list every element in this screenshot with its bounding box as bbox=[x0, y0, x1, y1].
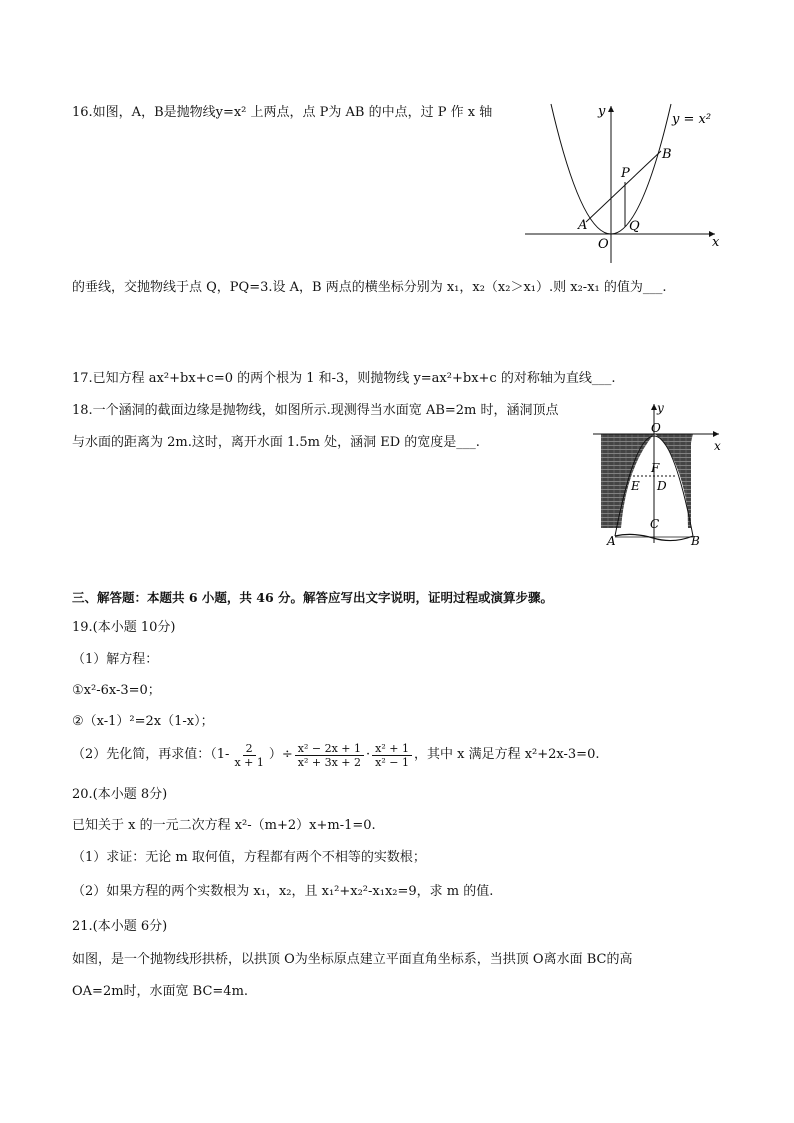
q19-fraction-1-num: 2 bbox=[243, 742, 256, 756]
q19-part2-mid2: · bbox=[366, 747, 371, 762]
q19-part2 bbox=[72, 740, 599, 770]
q20-stem: 已知关于 x 的一元二次方程 x²-（m+2）x+m-1=0. bbox=[72, 818, 376, 833]
q21-head: 21.(本小题 6分) bbox=[72, 919, 168, 934]
q16-y-label: y bbox=[598, 104, 606, 119]
q16-origin-O: O bbox=[598, 237, 609, 252]
q16-x-label: x bbox=[712, 235, 720, 250]
q19-head: 19.(本小题 10分) bbox=[72, 620, 176, 635]
q19-fraction-3 bbox=[372, 742, 412, 769]
q19-fraction-1-den: x + 1 bbox=[234, 755, 264, 769]
q20-part1: （1）求证：无论 m 取何值，方程都有两个不相等的实数根； bbox=[72, 850, 426, 865]
q19-part2-suffix: ，其中 x 满足方程 x²+2x-3=0. bbox=[413, 747, 600, 762]
q16-point-A: A bbox=[578, 218, 588, 233]
q16-text-line2: 的垂线，交抛物线于点 Q，PQ=3.设 A，B 两点的横坐标分别为 x₁，x₂（x₂＞x₁）.则 x₂-x₁ 的值为___. bbox=[72, 280, 667, 295]
q18-y-label: y bbox=[657, 401, 664, 415]
q16-segment-AB bbox=[586, 151, 661, 222]
q16-text-line1: 16.如图，A，B是抛物线y=x² 上两点，点 P为 AB 的中点，过 P 作 x 轴 bbox=[72, 105, 493, 120]
q19-fraction-1 bbox=[231, 742, 266, 769]
q19-fraction-3-den: x² − 1 bbox=[375, 755, 409, 769]
q18-point-A: A bbox=[607, 534, 616, 548]
q16-parabola-figure bbox=[520, 98, 725, 268]
q18-x-label: x bbox=[714, 439, 721, 453]
q18-point-D: D bbox=[657, 479, 667, 493]
q18-culvert-figure bbox=[593, 398, 728, 550]
q19-fraction-3-num: x² + 1 bbox=[372, 742, 412, 756]
q19-part2-mid1: ）÷ bbox=[268, 747, 293, 762]
q19-fraction-2-den: x² + 3x + 2 bbox=[297, 755, 361, 769]
q21-line1: 如图，是一个抛物线形拱桥，以拱顶 O为坐标原点建立平面直角坐标系，当拱顶 O离水面 BC的高 bbox=[72, 952, 633, 967]
q20-part2: （2）如果方程的两个实数根为 x₁，x₂，且 x₁²+x₂²-x₁x₂=9，求 m 的值. bbox=[72, 884, 494, 899]
q19-part1: （1）解方程： bbox=[72, 652, 159, 667]
q18-point-B: B bbox=[691, 534, 700, 548]
q18-point-F: F bbox=[651, 461, 660, 475]
q16-curve-label: y = x² bbox=[672, 112, 712, 127]
q18-origin-O: O bbox=[651, 421, 661, 435]
q19-eq1: ①x²-6x-3=0； bbox=[72, 683, 161, 698]
q18-text-line1: 18.一个涵洞的截面边缘是抛物线，如图所示.现测得当水面宽 AB=2m 时，涵洞顶点 bbox=[72, 403, 559, 418]
q16-point-P: P bbox=[621, 166, 630, 181]
q18-point-E: E bbox=[631, 479, 640, 493]
q19-fraction-2-num: x² − 2x + 1 bbox=[295, 742, 364, 756]
q17-text: 17.已知方程 ax²+bx+c=0 的两个根为 1 和-3，则抛物线 y=ax²+bx+c 的对称轴为直线___. bbox=[72, 371, 616, 386]
q20-head: 20.(本小题 8分) bbox=[72, 787, 168, 802]
q16-point-B: B bbox=[662, 147, 672, 162]
q19-eq2: ②（x-1）²=2x（1-x）； bbox=[72, 714, 214, 729]
section3-heading: 三、解答题：本题共 6 小题，共 46 分。解答应写出文字说明，证明过程或演算步骤。 bbox=[72, 590, 554, 605]
q21-line2: OA=2m时，水面宽 BC=4m. bbox=[72, 984, 249, 999]
q18-text-line2: 与水面的距离为 2m.这时，离开水面 1.5m 处，涵洞 ED 的宽度是___. bbox=[72, 435, 480, 450]
q19-fraction-2 bbox=[295, 742, 364, 769]
q16-point-Q: Q bbox=[629, 219, 640, 234]
q19-part2-prefix: （2）先化简，再求值：（1- bbox=[72, 747, 230, 762]
q18-point-C: C bbox=[650, 517, 660, 531]
